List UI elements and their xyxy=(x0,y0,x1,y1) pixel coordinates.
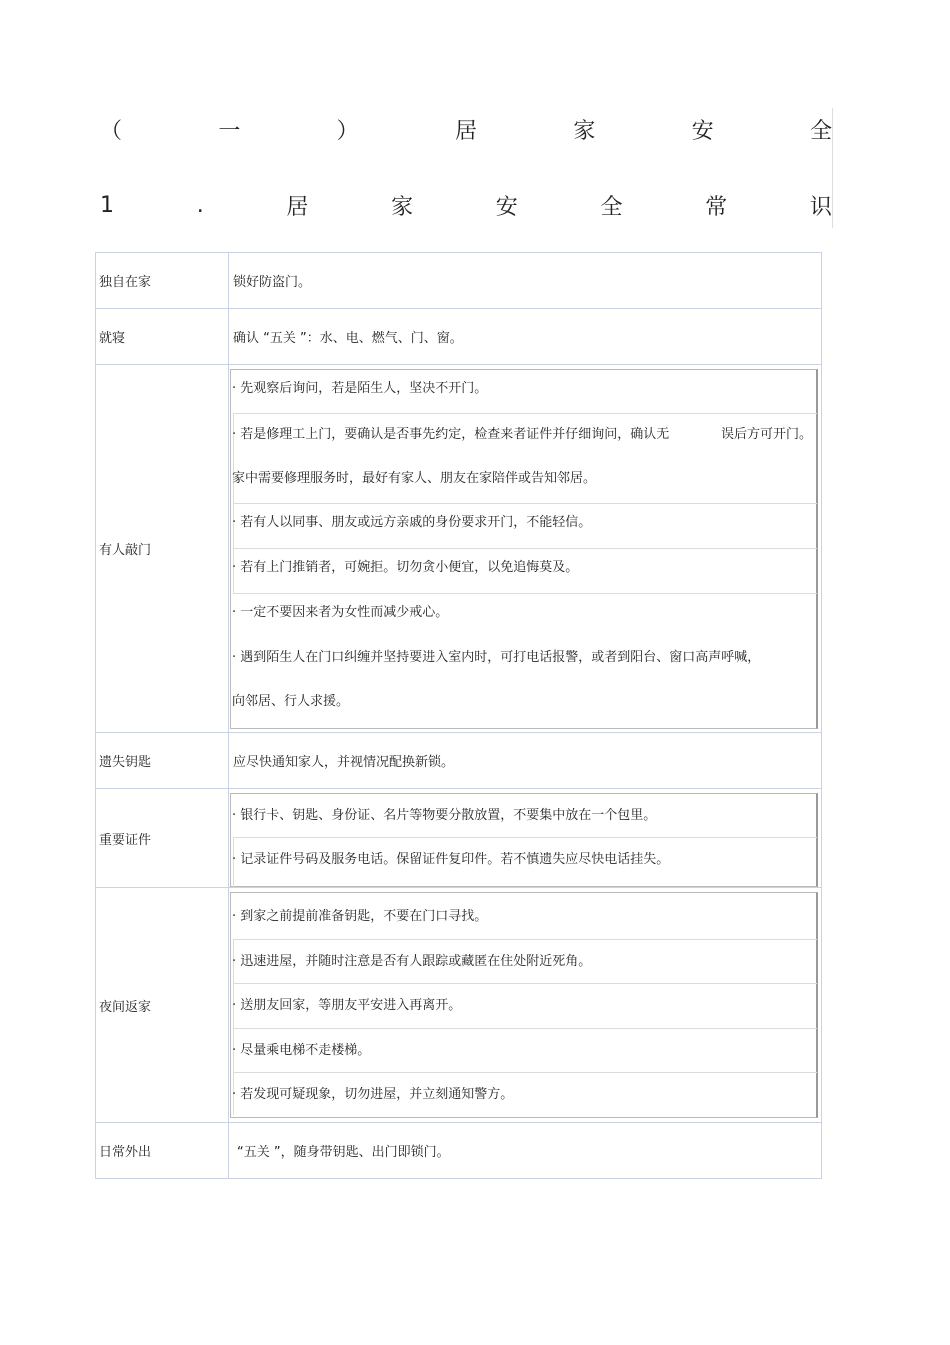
title-char: 识 xyxy=(809,195,832,220)
list-item: · 若有人以同事、朋友或远方亲戚的身份要求开门，不能轻信。 xyxy=(232,515,592,530)
table-row xyxy=(96,789,821,888)
title-char: 一 xyxy=(218,119,241,144)
list-item: · 若是修理工上门，要确认是否事先约定，检查来者证件并仔细询问，确认无 xyxy=(232,427,670,442)
table-row xyxy=(96,888,821,1123)
table-row xyxy=(96,253,821,309)
divider xyxy=(233,548,817,549)
list-item: · 先观察后询问，若是陌生人，坚决不开门。 xyxy=(232,381,488,396)
table-row xyxy=(96,1123,821,1178)
title-char: （ xyxy=(100,119,123,144)
safety-table xyxy=(95,252,822,1179)
title-char: 安 xyxy=(495,195,518,220)
divider xyxy=(233,503,817,504)
divider xyxy=(233,1072,817,1073)
content-box xyxy=(230,369,818,729)
title-char: 家 xyxy=(573,119,596,144)
divider xyxy=(233,1028,817,1029)
divider xyxy=(233,413,817,414)
divider xyxy=(233,593,817,594)
list-item: · 记录证件号码及服务电话。保留证件复印件。若不慎遗失应尽快电话挂失。 xyxy=(232,852,670,867)
list-item: · 迅速进屋，并随时注意是否有人跟踪或藏匿在住处附近死角。 xyxy=(232,954,592,969)
title-char: 常 xyxy=(705,195,728,220)
row-label: 遗失钥匙 xyxy=(96,733,229,788)
title-char: 1 xyxy=(100,193,114,218)
section-title xyxy=(100,114,832,145)
title-char: ） xyxy=(336,119,359,144)
list-item: · 若发现可疑现象，切勿进屋，并立刻通知警方。 xyxy=(232,1087,514,1102)
row-label: 有人敲门 xyxy=(96,365,229,732)
margin-rule xyxy=(832,108,833,228)
row-label: 夜间返家 xyxy=(96,888,229,1122)
list-item: 向邻居、行人求援。 xyxy=(232,694,350,709)
list-item: · 尽量乘电梯不走楼梯。 xyxy=(232,1043,371,1058)
list-item: 家中需要修理服务时，最好有家人、朋友在家陪伴或告知邻居。 xyxy=(232,471,597,486)
list-item: · 到家之前提前准备钥匙，不要在门口寻找。 xyxy=(232,909,488,924)
title-char: 全 xyxy=(600,195,623,220)
title-char: 安 xyxy=(691,119,714,144)
divider xyxy=(233,983,817,984)
row-label: 重要证件 xyxy=(96,789,229,887)
row-label: 独自在家 xyxy=(96,253,229,308)
list-item: · 一定不要因来者为女性而减少戒心。 xyxy=(232,605,449,620)
list-item: · 送朋友回家，等朋友平安进入再离开。 xyxy=(232,998,462,1013)
row-label: 就寝 xyxy=(96,309,229,364)
title-char: . xyxy=(196,193,204,218)
divider xyxy=(233,837,817,838)
subsection-title xyxy=(100,190,832,221)
table-row xyxy=(96,309,821,365)
row-content xyxy=(229,888,821,1122)
row-text: 锁好防盗门。 xyxy=(233,275,312,290)
table-row xyxy=(96,733,821,789)
list-item: 误后方可开门。 xyxy=(721,427,813,442)
title-char: 居 xyxy=(454,119,477,144)
divider xyxy=(233,939,817,940)
title-char: 家 xyxy=(391,195,414,220)
row-label: 日常外出 xyxy=(96,1123,229,1178)
row-content xyxy=(229,789,821,887)
row-text: 应尽快通知家人，并视情况配换新锁。 xyxy=(233,755,455,770)
table-row xyxy=(96,365,821,733)
title-char: 全 xyxy=(809,119,832,144)
list-item: · 若有上门推销者，可婉拒。切勿贪小便宜，以免追悔莫及。 xyxy=(232,560,579,575)
row-content xyxy=(229,365,821,732)
list-item: · 银行卡、钥匙、身份证、名片等物要分散放置，不要集中放在一个包里。 xyxy=(232,808,657,823)
row-text: 确认 “五关 ”：水、电、燃气、门、窗。 xyxy=(233,331,463,346)
row-text: “五关 ”，随身带钥匙、出门即锁门。 xyxy=(237,1145,450,1160)
list-item: · 遇到陌生人在门口纠缠并坚持要进入室内时，可打电话报警，或者到阳台、窗口高声呼喊， xyxy=(232,650,761,665)
title-char: 居 xyxy=(286,195,309,220)
